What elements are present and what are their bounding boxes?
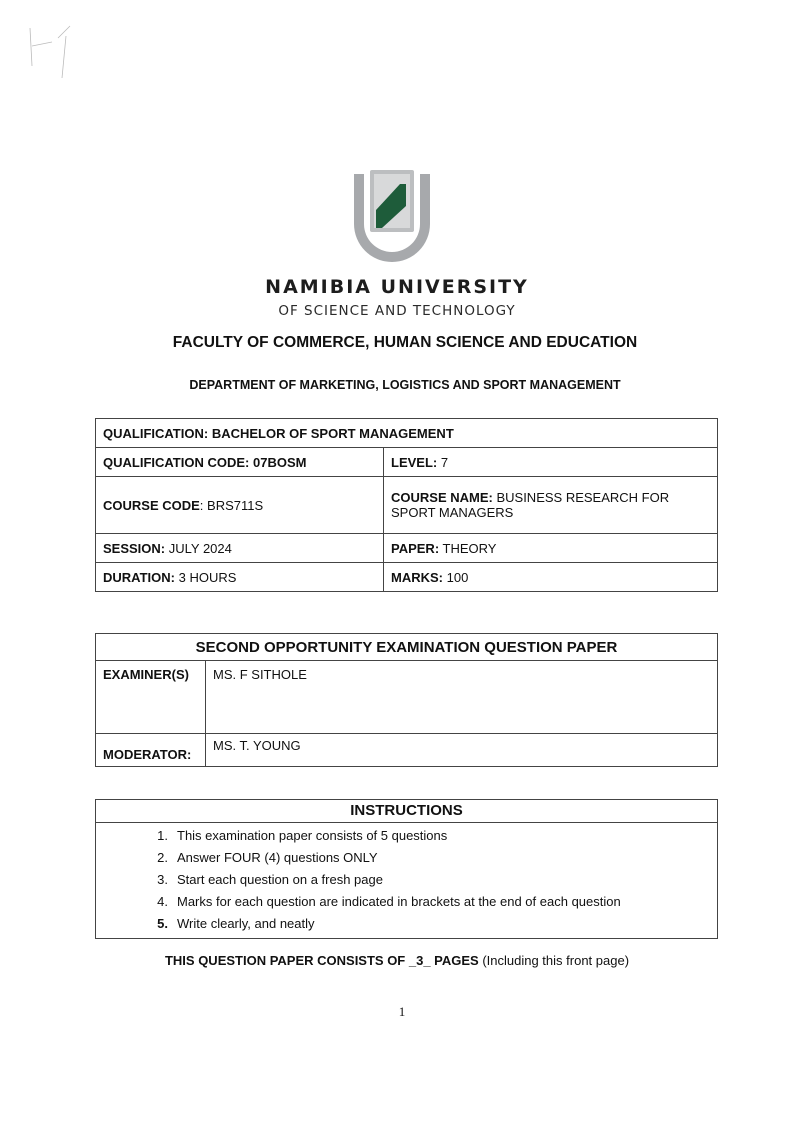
examiner-value: MS. F SITHOLE xyxy=(206,661,718,734)
university-subtitle: OF SCIENCE AND TECHNOLOGY xyxy=(278,303,516,319)
moderator-label: MODERATOR: xyxy=(96,734,206,767)
instruction-item xyxy=(96,891,717,913)
marks-value: 100 xyxy=(446,569,469,585)
instructions-title: INSTRUCTIONS xyxy=(96,800,717,823)
qualification-cell xyxy=(96,419,718,448)
page-count-note xyxy=(0,953,794,968)
instruction-number: 2. xyxy=(157,850,168,865)
instructions-box xyxy=(95,799,718,939)
session-label: SESSION: xyxy=(103,540,166,556)
qualification-code-value: 07BOSM xyxy=(252,454,307,470)
instruction-item xyxy=(96,869,717,891)
course-code-value: : BRS711S xyxy=(199,497,264,513)
course-name-value: BUSINESS RESEARCH FOR SPORT MANAGERS xyxy=(391,490,670,520)
instruction-number: 1. xyxy=(157,828,168,843)
session-cell xyxy=(96,534,384,563)
course-code-label: COURSE CODE xyxy=(103,497,200,513)
instruction-item xyxy=(96,825,717,847)
level-label: LEVEL: xyxy=(391,454,438,470)
instruction-number: 5. xyxy=(157,916,168,931)
instructions-list xyxy=(96,823,717,938)
paper-label: PAPER: xyxy=(391,540,440,556)
instruction-item xyxy=(96,847,717,869)
exam-table xyxy=(95,633,718,767)
instruction-text: This examination paper consists of 5 questions xyxy=(177,828,448,843)
marks-cell xyxy=(384,563,718,592)
department-heading: DEPARTMENT OF MARKETING, LOGISTICS AND SPORT MANAGEMENT xyxy=(189,378,621,392)
page-number: 1 xyxy=(398,1004,406,1019)
qualification-code-label: QUALIFICATION CODE: xyxy=(103,454,250,470)
instruction-text: Answer FOUR (4) questions ONLY xyxy=(177,850,378,865)
course-name-label: COURSE NAME: xyxy=(391,490,493,505)
instruction-number: 4. xyxy=(157,894,168,909)
instruction-text: Marks for each question are indicated in brackets at the end of each question xyxy=(177,894,621,909)
exam-title: SECOND OPPORTUNITY EXAMINATION QUESTION PAPER xyxy=(96,634,718,661)
examiner-label: EXAMINER(S) xyxy=(96,661,206,734)
duration-value: 3 HOURS xyxy=(178,569,237,585)
page-count-normal: (Including this front page) xyxy=(478,953,630,968)
qualification-code-cell xyxy=(96,448,384,477)
instruction-item xyxy=(96,913,717,935)
instruction-text: Write clearly, and neatly xyxy=(177,916,315,931)
university-logo xyxy=(348,166,436,266)
university-name: NAMIBIA UNIVERSITY xyxy=(265,276,529,298)
moderator-value: MS. T. YOUNG xyxy=(206,734,718,767)
instruction-number: 3. xyxy=(157,872,168,887)
instruction-text: Start each question on a fresh page xyxy=(177,872,383,887)
qualification-value: BACHELOR OF SPORT MANAGEMENT xyxy=(211,425,454,441)
paper-value: THEORY xyxy=(442,540,497,556)
course-code-cell xyxy=(96,477,384,534)
duration-cell xyxy=(96,563,384,592)
course-name-cell xyxy=(384,477,718,534)
qualification-label: QUALIFICATION: xyxy=(103,425,209,441)
qualification-table xyxy=(95,418,718,592)
page-count-bold: THIS QUESTION PAPER CONSISTS OF _3_ PAGES xyxy=(164,953,479,968)
session-value: JULY 2024 xyxy=(168,540,232,556)
faculty-heading: FACULTY OF COMMERCE, HUMAN SCIENCE AND EDUCATION xyxy=(172,334,638,351)
scan-mark xyxy=(18,18,88,88)
paper-cell xyxy=(384,534,718,563)
duration-label: DURATION: xyxy=(103,569,175,585)
level-cell xyxy=(384,448,718,477)
marks-label: MARKS: xyxy=(391,569,443,585)
level-value: 7 xyxy=(440,454,449,470)
